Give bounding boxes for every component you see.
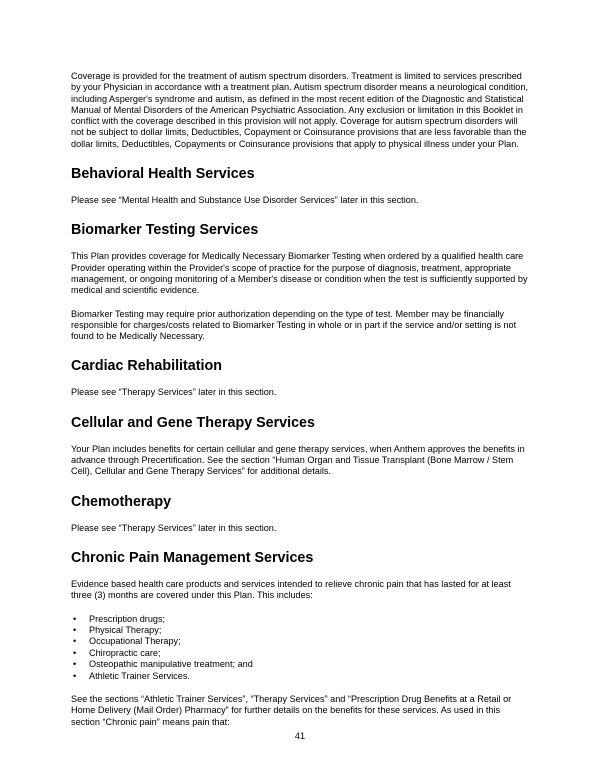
chronic-pain-paragraph-2: See the sections “Athletic Trainer Services”, “Therapy Services” and “Prescription Drug Benefits at a Retail or Home Delivery (Mail Order) Pharmacy” for further details on the benefits for these services. As used in this section “Chronic pain” means pain that: bbox=[71, 693, 512, 727]
document-page bbox=[71, 71, 531, 728]
page-number: 41 bbox=[294, 731, 306, 741]
chronic-pain-paragraph-1: Evidence based health care products and services intended to relieve chronic pain that has lasted for at least three (3) months are covered under this Plan. This includes: bbox=[71, 578, 511, 601]
cellular-gene-therapy-paragraph: Your Plan includes benefits for certain cellular and gene therapy services, when Anthem approves the benefits in advance through Precertification. See the section “Human Organ and Tissue Transplant (Bone Marrow / Stem Cell), Cellular and Gene Therapy Services” for additional details. bbox=[71, 443, 525, 477]
bullet-icon: • bbox=[73, 613, 77, 624]
list-item bbox=[71, 625, 531, 636]
list-item-text: Chiropractic care; bbox=[89, 647, 161, 658]
heading-chronic-pain-management-services: Chronic Pain Management Services bbox=[71, 549, 314, 566]
list-item-text: Athletic Trainer Services. bbox=[89, 670, 190, 681]
chronic-pain-services-list bbox=[71, 614, 531, 682]
heading-biomarker-testing-services: Biomarker Testing Services bbox=[71, 222, 259, 239]
list-item bbox=[71, 614, 531, 625]
bullet-icon: • bbox=[73, 670, 77, 681]
chemotherapy-paragraph: Please see “Therapy Services” later in this section. bbox=[71, 522, 277, 533]
heading-chemotherapy: Chemotherapy bbox=[71, 493, 172, 510]
list-item bbox=[71, 659, 531, 670]
heading-cardiac-rehabilitation: Cardiac Rehabilitation bbox=[71, 358, 222, 375]
list-item bbox=[71, 636, 531, 647]
heading-cellular-gene-therapy-services: Cellular and Gene Therapy Services bbox=[71, 414, 315, 431]
bullet-icon: • bbox=[73, 624, 77, 635]
biomarker-paragraph-2: Biomarker Testing may require prior authorization depending on the type of test. Member may be financially responsible for charges/costs related to Biomarker Testing in whole or in part if the service and/or setting is not found to be Medically Necessary. bbox=[71, 308, 517, 342]
list-item bbox=[71, 648, 531, 659]
cardiac-paragraph: Please see “Therapy Services” later in this section. bbox=[71, 387, 277, 398]
list-item-text: Osteopathic manipulative treatment; and bbox=[89, 659, 253, 670]
biomarker-paragraph-1: This Plan provides coverage for Medically Necessary Biomarker Testing when ordered by a qualified health care Provider operating within the Provider's scope of practice for the purpose of diagnosis, treatment, appropriate management, or ongoing monitoring of a Member's disease or condition when the test is sufficiently supported by medical and scientific evidence. bbox=[71, 251, 528, 296]
bullet-icon: • bbox=[73, 636, 77, 647]
bullet-icon: • bbox=[73, 647, 77, 658]
list-item bbox=[71, 671, 531, 682]
intro-paragraph: Coverage is provided for the treatment of autism spectrum disorders. Treatment is limited to services prescribed by your Physician in accordance with a treatment plan. Autism spectrum disorder means a neurological condition, including Asperger's syndrome and autism, as defined in the most recent edition of the Diagnostic and Statistical Manual of Mental Disorders of the American Psychiatric Association. Any exclusion or limitation in this Booklet in conflict with the coverage described in this provision will not apply. Coverage for autism spectrum disorders will not be subject to dollar limits, Deductibles, Copayment or Coinsurance provisions that are less favorable than the dollar limits, Deductibles, Copayments or Coinsurance provisions that apply to physical illness under your Plan. bbox=[71, 71, 528, 149]
bullet-icon: • bbox=[73, 659, 77, 670]
list-item-text: Occupational Therapy; bbox=[89, 636, 181, 647]
behavioral-health-paragraph: Please see “Mental Health and Substance Use Disorder Services” later in this section. bbox=[71, 195, 419, 206]
heading-behavioral-health-services: Behavioral Health Services bbox=[71, 166, 255, 183]
list-item-text: Prescription drugs; bbox=[89, 613, 166, 624]
list-item-text: Physical Therapy; bbox=[89, 624, 162, 635]
